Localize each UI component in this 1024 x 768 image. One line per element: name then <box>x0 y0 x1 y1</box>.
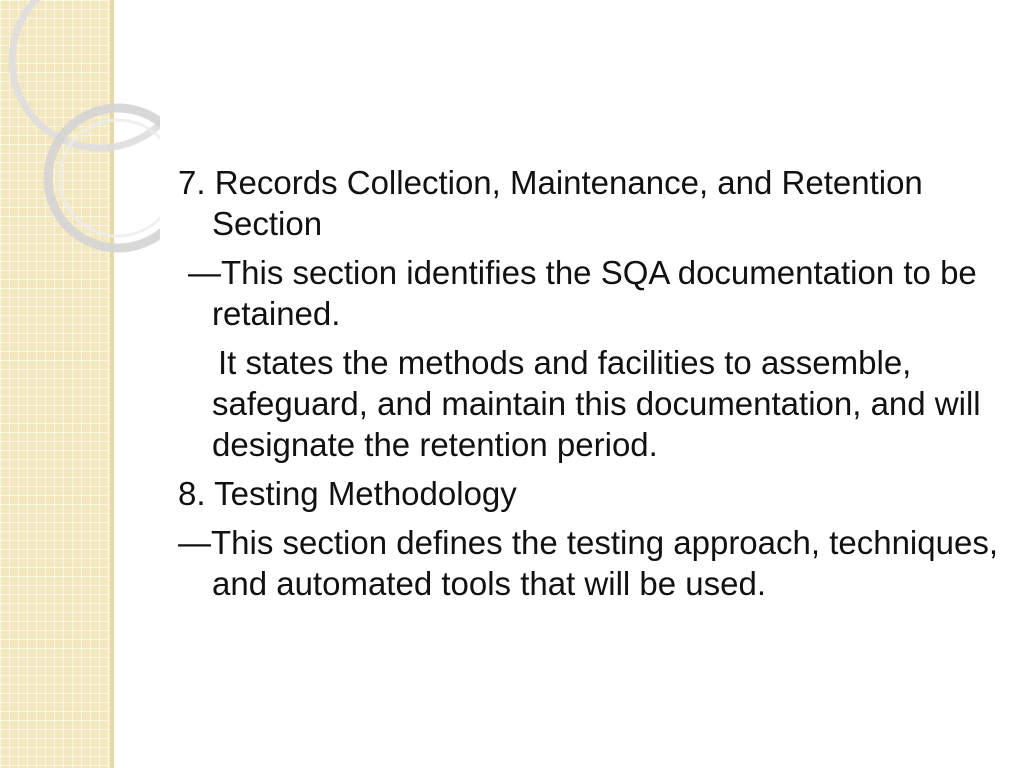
decorative-rings <box>0 0 160 260</box>
decorative-ring-middle <box>48 108 160 248</box>
section-8-heading: 8. Testing Methodology <box>178 475 517 512</box>
section-7-heading: 7. Records Collection, Maintenance, and Retention Section <box>178 164 923 242</box>
slide-body <box>178 162 998 604</box>
section-7-details: It states the methods and facilities to assemble, safeguard, and maintain this documentation, and will designate the retention period. <box>212 344 981 463</box>
decorative-ring-top <box>12 0 160 148</box>
section-8-description: —This section defines the testing approach, techniques, and automated tools that will be used. <box>178 524 998 602</box>
section-7-description: —This section identifies the SQA documentation to be retained. <box>188 254 977 332</box>
